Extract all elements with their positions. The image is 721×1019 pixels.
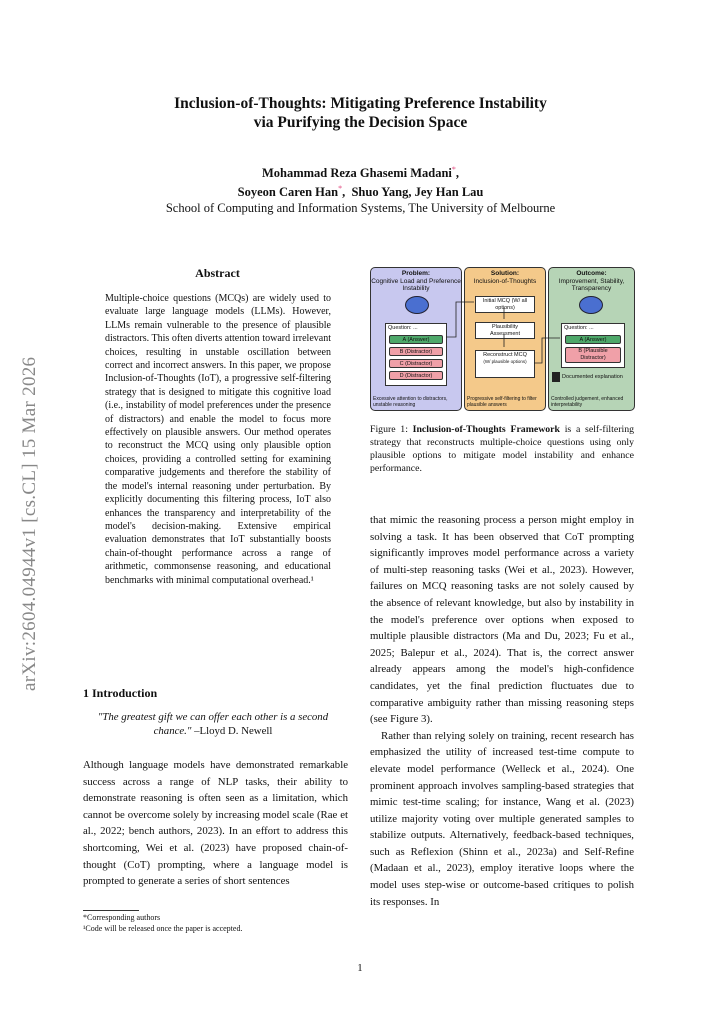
- outcome-subtitle: Improvement, Stability, Transparency: [558, 277, 625, 292]
- option-d: D (Distractor): [389, 371, 443, 380]
- quote-author: –Lloyd D. Newell: [191, 725, 273, 737]
- figure-caption: [370, 423, 634, 475]
- figure-1: [370, 267, 634, 410]
- step-plausibility: Plausibility Assessment: [475, 322, 535, 339]
- title-line-2: via Purifying the Decision Space: [253, 114, 468, 131]
- step-reconstruct-label: Reconstruct MCQ: [483, 352, 527, 358]
- option-b: B (Distractor): [389, 347, 443, 356]
- intro-right-paragraph-1: that mimic the reasoning process a person might employ in solving a task. It has been observed that CoT prompting significantly improves model performance across a variety of multi-step reasoning tasks (Wei et al., 2023). However, failures on MCQ reasoning tasks are not solely caused by the absence of relevant knowledge, but also by instability in the model's preference over options when exposed to multiple plausible distractors (Ma and Du, 2023; Fu et al., 2025; Balepur et al., 2024). That is, the correct answer already appears among the model's high-confidence candidates, yet the final prediction fluctuates due to comparative ambiguity rather than missing reasoning steps (see Figure 3).: [370, 514, 634, 726]
- documented-explanation: Documented explanation: [562, 374, 623, 380]
- arrow-problem-to-solution: [446, 302, 474, 337]
- quote-text: "The greatest gift we can offer each other is a second chance.": [97, 711, 329, 737]
- problem-footer: Excessive attention to distractors, unstable reasoning: [373, 396, 448, 408]
- caption-label: Figure 1:: [370, 424, 413, 435]
- problem-title: Problem:: [401, 270, 431, 277]
- arrow-solution-to-outcome: [534, 338, 560, 363]
- author-2: Soyeon Caren Han: [237, 185, 339, 200]
- star-mark: *: [451, 165, 456, 174]
- paper-title: [90, 94, 631, 132]
- solution-footer: Progressive self-filtering to filter plausible answers: [467, 396, 537, 408]
- problem-subtitle: Cognitive Load and Preference Instability: [371, 277, 461, 292]
- page-number: 1: [357, 962, 363, 974]
- intro-left-column: Although language models have demonstrated remarkable success across a range of NLP tasks, their ability to demonstrate reasoning is often seen as a limitation, which cannot be overcome solely by increasing model scale (Rae et al., 2022; bench authors, 2023). In an effort to address this shortcoming, Wei et al. (2023) have proposed chain-of-thought (CoT) prompting, where a language model is prompted to generate a series of short sentences: [83, 759, 348, 888]
- section-heading: 1 Introduction: [83, 686, 158, 700]
- abstract-body: Multiple-choice questions (MCQs) are widely used to evaluate large language models (LLMs). However, LLMs remain vulnerable to the presence of plausible distractors. This often diverts attention toward irrelevant choices, resulting in unstable oscillation between correct and incorrect answers. In this paper, we propose Inclusion-of-Thoughts (IoT), a progressive self-filtering strategy that is designed to mitigate this cognitive load (i.e., instability of model preferences under the presence of distractors) and enable the model to focus more effectively on plausible answers. Our method operates to reconstruct the MCQ using only plausible option choices, providing a controlled setting for examining comparative judgements and therefore the stability of the model's internal reasoning under perturbation. By explicitly documenting this filtering process, IoT also enhances the transparency and interpretability of the model's decision-making. Extensive empirical evaluation demonstrates that IoT substantially boosts chain-of-thought performance across a range of arithmetic, commonsense reasoning, and educational benchmarks with minimal computational overhead.¹: [105, 293, 331, 586]
- intro-right-paragraph-2: Rather than relying solely on training, recent research has emphasized the utility of increased test-time compute to elevate model performance (Welleck et al., 2024). One prominent approach involves sampling-based strategies that mimic test-time scaling; for instance, Wang et al. (2023) utilize majority voting over multiple generated samples to stabilize outputs. Alternatively, feedback-based techniques, such as Reflexion (Shinn et al., 2023a) and Self-Refine (Madaan et al., 2023), employ iterative loops where the model uses step-wise or outcome-based critiques to polish its responses. In: [370, 729, 634, 908]
- abstract-heading: Abstract: [195, 266, 240, 280]
- outcome-title: Outcome:: [576, 270, 607, 277]
- question-label: Question: ...: [388, 325, 418, 331]
- caption-text: is a self-filtering strategy that reconstructs multiple-choice questions using only plausible options to mitigate model instability and enhance performance.: [370, 424, 634, 474]
- figure-arrows: [370, 267, 634, 410]
- step-reconstruct-sub: (W/ plausible options): [483, 358, 527, 364]
- outcome-option-b: B (Plausible Distractor): [565, 347, 621, 363]
- footnote-rule: [83, 910, 139, 911]
- option-a: A (Answer): [389, 335, 443, 344]
- epigraph: [83, 710, 343, 738]
- solution-title: Solution:: [490, 270, 520, 277]
- outcome-question-label: Question: ...: [564, 325, 594, 331]
- footnote-corresponding: *Corresponding authors: [83, 913, 161, 922]
- outcome-option-a: A (Answer): [565, 335, 621, 344]
- arxiv-watermark: arXiv:2604.04944v1 [cs.CL] 15 Mar 2026: [19, 356, 40, 691]
- author-block: Mohammad Reza Ghasemi Madani*, Soyeon Caren Han*, Shuo Yang, Jey Han Lau School of Computing and Information Systems, The University of Melbourne: [90, 162, 631, 216]
- title-line-1: Inclusion-of-Thoughts: Mitigating Preference Instability: [174, 95, 547, 112]
- option-c: C (Distractor): [389, 359, 443, 368]
- author-1: Mohammad Reza Ghasemi Madani: [261, 166, 452, 181]
- affiliation: School of Computing and Information Systems, The University of Melbourne: [165, 201, 556, 216]
- footnote-code: ¹Code will be released once the paper is accepted.: [83, 924, 243, 933]
- author-3-4: Shuo Yang, Jey Han Lau: [351, 185, 484, 200]
- caption-bold: Inclusion-of-Thoughts Framework: [412, 424, 560, 435]
- intro-right-column: [370, 512, 634, 910]
- star-mark: *: [338, 184, 343, 194]
- solution-subtitle: Inclusion-of-Thoughts: [473, 277, 537, 285]
- step-initial-mcq: Initial MCQ (W/ all options): [475, 296, 535, 313]
- outcome-footer: Controlled judgement, enhanced interpretability: [551, 396, 624, 408]
